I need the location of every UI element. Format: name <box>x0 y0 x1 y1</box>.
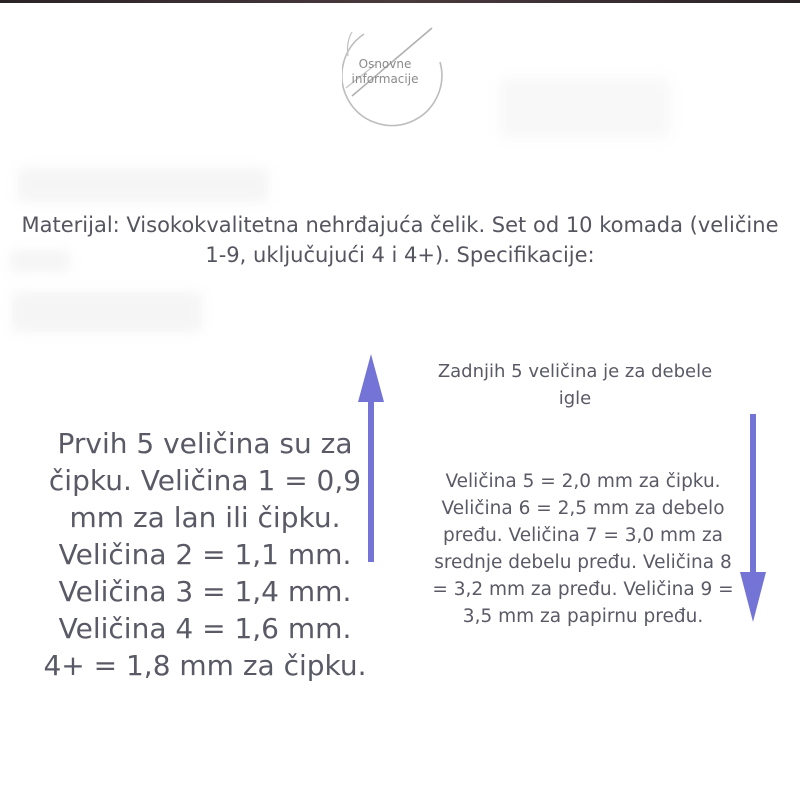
last-sizes-description: Veličina 5 = 2,0 mm za čipku. Veličina 6 = 2,5 mm za debelo pređu. Veličina 7 = 3,0 mm za srednje debelu pređu. Veličina 8 = 3,2 mm za pređu. Veličina 9 = 3,5 mm za papirnu pređu. <box>432 471 734 627</box>
background-smudge <box>12 292 202 332</box>
material-description: Materijal: Visokokvalitetna nehrđajuća čelik. Set od 10 komada (veličine 1-9, uključujući 4 i 4+). Specifikacije: <box>21 213 779 267</box>
background-smudge <box>500 78 670 138</box>
arrow-down-icon <box>736 412 770 624</box>
arrow-up-icon <box>354 352 388 564</box>
background-smudge <box>18 168 268 202</box>
first-sizes-description: Prvih 5 veličina su za čipku. Veličina 1 = 0,9 mm za lan ili čipku. Veličina 2 = 1,1 mm. Veličina 3 = 1,4 mm. Veličina 4 = 1,6 mm. 4+ = 1,8 mm za čipku. <box>43 427 367 682</box>
top-edge-strip <box>0 0 800 3</box>
last-sizes-heading: Zadnjih 5 veličina je za debele igle <box>437 361 713 409</box>
info-badge <box>342 22 452 134</box>
badge-label: Osnovne informacije <box>351 57 419 86</box>
